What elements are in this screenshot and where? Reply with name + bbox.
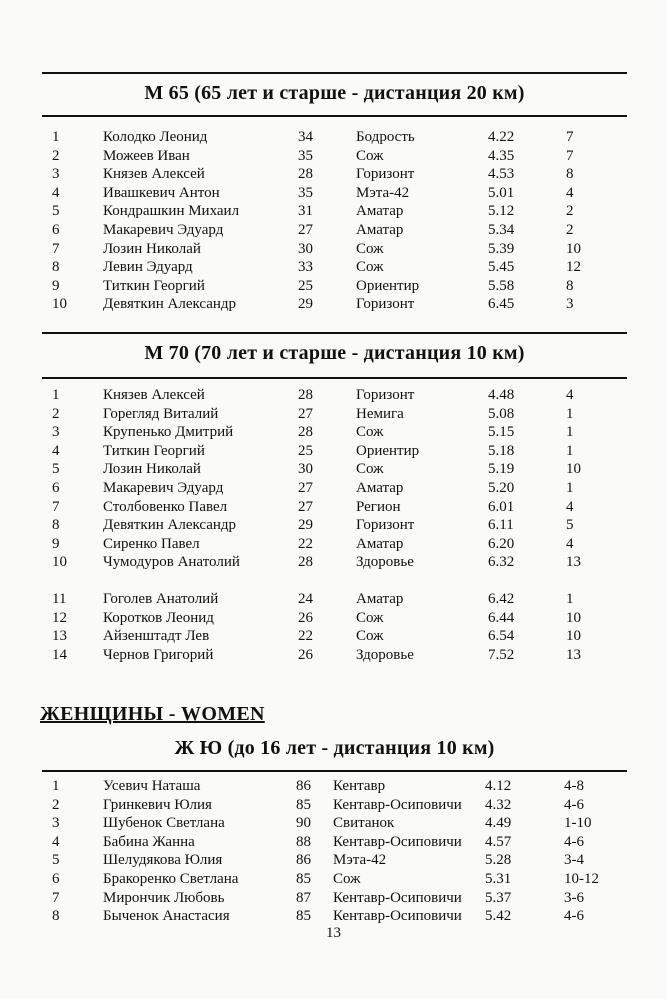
club-name: Свитанок bbox=[333, 815, 395, 832]
table-row bbox=[0, 553, 667, 572]
birth-year: 25 bbox=[298, 277, 313, 294]
athlete-name: Чернов Григорий bbox=[103, 646, 214, 663]
birth-year: 35 bbox=[298, 184, 313, 201]
table-row bbox=[0, 147, 667, 166]
club-name: Здоровье bbox=[356, 554, 414, 571]
table-row bbox=[0, 277, 667, 296]
club-name: Бодрость bbox=[356, 129, 415, 145]
finish-time: 5.19 bbox=[488, 461, 515, 478]
score: 1 bbox=[566, 424, 574, 441]
table-row bbox=[0, 646, 667, 665]
women-heading: ЖЕНЩИНЫ - WOMEN bbox=[40, 703, 265, 725]
athlete-name: Кондрашкин Михаил bbox=[103, 203, 240, 220]
finish-time: 6.20 bbox=[488, 535, 515, 552]
birth-year: 30 bbox=[298, 461, 313, 478]
table-row bbox=[0, 221, 667, 240]
club-name: Кентавр-Осиповичи bbox=[333, 889, 462, 906]
score: 7 bbox=[566, 147, 574, 164]
finish-time: 4.12 bbox=[485, 778, 512, 794]
results-table-wju bbox=[0, 777, 667, 926]
table-row bbox=[0, 258, 667, 277]
score: 1 bbox=[566, 590, 574, 607]
section-title-rule bbox=[42, 770, 627, 772]
finish-time: 5.37 bbox=[485, 889, 512, 906]
place-number: 4 bbox=[52, 833, 60, 850]
score: 4-6 bbox=[564, 833, 584, 850]
place-number: 6 bbox=[52, 221, 60, 238]
table-row bbox=[0, 777, 667, 796]
table-row bbox=[0, 870, 667, 889]
birth-year: 34 bbox=[298, 129, 313, 145]
score: 13 bbox=[566, 646, 581, 663]
finish-time: 5.15 bbox=[488, 424, 515, 441]
table-row bbox=[0, 627, 667, 646]
place-number: 3 bbox=[52, 166, 60, 183]
place-number: 6 bbox=[52, 870, 60, 887]
club-name: Ориентир bbox=[356, 442, 420, 459]
place-number: 3 bbox=[52, 424, 60, 441]
athlete-name: Лозин Николай bbox=[103, 240, 201, 257]
club-name: Кентавр-Осиповичи bbox=[333, 833, 462, 850]
athlete-name: Мирончик Любовь bbox=[103, 889, 225, 906]
place-number: 1 bbox=[52, 129, 60, 145]
club-name: Кентавр-Осиповичи bbox=[333, 796, 462, 813]
birth-year: 30 bbox=[298, 240, 313, 257]
place-number: 8 bbox=[52, 517, 60, 534]
club-name: Кентавр-Осиповичи bbox=[333, 908, 462, 925]
birth-year: 24 bbox=[298, 590, 313, 607]
finish-time: 5.39 bbox=[488, 240, 515, 257]
birth-year: 31 bbox=[298, 203, 313, 220]
table-row bbox=[0, 202, 667, 221]
athlete-name: Ивашкевич Антон bbox=[103, 184, 220, 201]
birth-year: 85 bbox=[296, 796, 311, 813]
birth-year: 90 bbox=[296, 815, 311, 832]
section-top-rule bbox=[42, 332, 627, 334]
place-number: 6 bbox=[52, 479, 60, 496]
table-row bbox=[0, 814, 667, 833]
place-number: 1 bbox=[52, 778, 60, 794]
score: 13 bbox=[566, 554, 581, 571]
athlete-name: Макаревич Эдуард bbox=[103, 221, 224, 238]
athlete-name: Бракоренко Светлана bbox=[103, 870, 239, 887]
score: 4-8 bbox=[564, 778, 584, 794]
birth-year: 27 bbox=[298, 405, 313, 422]
finish-time: 4.57 bbox=[485, 833, 512, 850]
page-number: 13 bbox=[326, 925, 341, 941]
table-row bbox=[0, 240, 667, 259]
athlete-name: Можеев Иван bbox=[103, 147, 190, 164]
score: 5 bbox=[566, 517, 574, 534]
athlete-name: Гринкевич Юлия bbox=[103, 796, 212, 813]
club-name: Аматар bbox=[356, 221, 404, 238]
table-row bbox=[0, 165, 667, 184]
score: 2 bbox=[566, 221, 574, 238]
table-row bbox=[0, 405, 667, 424]
birth-year: 29 bbox=[298, 517, 313, 534]
score: 4-6 bbox=[564, 796, 584, 813]
place-number: 9 bbox=[52, 535, 60, 552]
birth-year: 87 bbox=[296, 889, 311, 906]
club-name: Немига bbox=[356, 405, 404, 422]
score: 10 bbox=[566, 609, 581, 626]
score: 8 bbox=[566, 166, 574, 183]
table-row bbox=[0, 442, 667, 461]
finish-time: 6.42 bbox=[488, 590, 515, 607]
birth-year: 28 bbox=[298, 166, 313, 183]
athlete-name: Макаревич Эдуард bbox=[103, 479, 224, 496]
place-number: 1 bbox=[52, 387, 60, 403]
section-title-rule bbox=[42, 115, 627, 117]
place-number: 11 bbox=[52, 590, 67, 607]
club-name: Горизонт bbox=[356, 296, 415, 313]
birth-year: 88 bbox=[296, 833, 311, 850]
birth-year: 27 bbox=[298, 479, 313, 496]
finish-time: 5.42 bbox=[485, 908, 512, 925]
table-row bbox=[0, 590, 667, 609]
athlete-name: Титкин Георгий bbox=[103, 277, 205, 294]
table-row bbox=[0, 479, 667, 498]
club-name: Аматар bbox=[356, 479, 404, 496]
place-number: 4 bbox=[52, 442, 60, 459]
table-row bbox=[0, 498, 667, 517]
finish-time: 4.48 bbox=[488, 387, 515, 403]
place-number: 12 bbox=[52, 609, 67, 626]
club-name: Сож bbox=[356, 609, 384, 626]
place-number: 7 bbox=[52, 889, 60, 906]
table-row bbox=[0, 609, 667, 628]
club-name: Сож bbox=[356, 424, 384, 441]
place-number: 13 bbox=[52, 628, 67, 645]
table-row bbox=[0, 889, 667, 908]
club-name: Сож bbox=[356, 461, 384, 478]
birth-year: 33 bbox=[298, 259, 313, 276]
place-number: 5 bbox=[52, 461, 60, 478]
club-name: Ориентир bbox=[356, 277, 420, 294]
table-row bbox=[0, 535, 667, 554]
birth-year: 85 bbox=[296, 870, 311, 887]
section-top-rule bbox=[42, 72, 627, 74]
score: 4 bbox=[566, 184, 574, 201]
finish-time: 4.22 bbox=[488, 129, 515, 145]
section-title-m70: М 70 (70 лет и старше - дистанция 10 км) bbox=[144, 342, 525, 364]
results-table-m70 bbox=[0, 386, 667, 664]
finish-time: 6.32 bbox=[488, 554, 515, 571]
club-name: Горизонт bbox=[356, 387, 415, 403]
section-title-wju: Ж Ю (до 16 лет - дистанция 10 км) bbox=[174, 737, 495, 759]
score: 4 bbox=[566, 535, 574, 552]
club-name: Кентавр bbox=[333, 778, 386, 794]
finish-time: 6.11 bbox=[488, 517, 514, 534]
athlete-name: Чумодуров Анатолий bbox=[103, 554, 240, 571]
place-number: 9 bbox=[52, 277, 60, 294]
finish-time: 6.44 bbox=[488, 609, 515, 626]
birth-year: 22 bbox=[298, 628, 313, 645]
finish-time: 5.34 bbox=[488, 221, 515, 238]
score: 1 bbox=[566, 405, 574, 422]
athlete-name: Бабина Жанна bbox=[103, 833, 195, 850]
score: 3-6 bbox=[564, 889, 584, 906]
club-name: Мэта-42 bbox=[356, 184, 410, 201]
place-number: 4 bbox=[52, 184, 60, 201]
place-number: 5 bbox=[52, 203, 60, 220]
athlete-name: Лозин Николай bbox=[103, 461, 201, 478]
birth-year: 86 bbox=[296, 852, 311, 869]
score: 10 bbox=[566, 628, 581, 645]
club-name: Аматар bbox=[356, 535, 404, 552]
place-number: 8 bbox=[52, 259, 60, 276]
athlete-name: Коротков Леонид bbox=[103, 609, 214, 626]
place-number: 7 bbox=[52, 240, 60, 257]
finish-time: 4.49 bbox=[485, 815, 512, 832]
club-name: Сож bbox=[356, 259, 384, 276]
table-row bbox=[0, 184, 667, 203]
score: 12 bbox=[566, 259, 581, 276]
club-name: Горизонт bbox=[356, 166, 415, 183]
table-row bbox=[0, 851, 667, 870]
birth-year: 28 bbox=[298, 387, 313, 403]
birth-year: 28 bbox=[298, 554, 313, 571]
club-name: Аматар bbox=[356, 590, 404, 607]
finish-time: 5.20 bbox=[488, 479, 515, 496]
club-name: Мэта-42 bbox=[333, 852, 387, 869]
table-row bbox=[0, 423, 667, 442]
finish-time: 6.54 bbox=[488, 628, 515, 645]
finish-time: 7.52 bbox=[488, 646, 515, 663]
finish-time: 5.01 bbox=[488, 184, 515, 201]
club-name: Здоровье bbox=[356, 646, 414, 663]
birth-year: 86 bbox=[296, 778, 311, 794]
birth-year: 26 bbox=[298, 646, 313, 663]
score: 4 bbox=[566, 498, 574, 515]
finish-time: 5.45 bbox=[488, 259, 515, 276]
table-row bbox=[0, 460, 667, 479]
place-number: 7 bbox=[52, 498, 60, 515]
birth-year: 85 bbox=[296, 908, 311, 925]
place-number: 8 bbox=[52, 908, 60, 925]
place-number: 2 bbox=[52, 796, 60, 813]
place-number: 5 bbox=[52, 852, 60, 869]
score: 2 bbox=[566, 203, 574, 220]
athlete-name: Гоголев Анатолий bbox=[103, 590, 219, 607]
athlete-name: Шелудякова Юлия bbox=[103, 852, 223, 869]
athlete-name: Горегляд Виталий bbox=[103, 405, 219, 422]
place-number: 10 bbox=[52, 296, 67, 313]
athlete-name: Князев Алексей bbox=[103, 387, 205, 403]
athlete-name: Девяткин Александр bbox=[103, 517, 237, 534]
score: 4-6 bbox=[564, 908, 584, 925]
club-name: Регион bbox=[356, 498, 401, 515]
finish-time: 5.58 bbox=[488, 277, 515, 294]
score: 1 bbox=[566, 442, 574, 459]
place-number: 10 bbox=[52, 554, 67, 571]
score: 1-10 bbox=[564, 815, 592, 832]
birth-year: 35 bbox=[298, 147, 313, 164]
athlete-name: Крупенько Дмитрий bbox=[103, 424, 234, 441]
finish-time: 5.18 bbox=[488, 442, 515, 459]
athlete-name: Девяткин Александр bbox=[103, 296, 237, 313]
score: 10-12 bbox=[564, 870, 599, 887]
club-name: Сож bbox=[356, 628, 384, 645]
table-row bbox=[0, 295, 667, 314]
birth-year: 22 bbox=[298, 535, 313, 552]
table-row bbox=[0, 796, 667, 815]
finish-time: 5.31 bbox=[485, 870, 512, 887]
table-row bbox=[0, 907, 667, 926]
athlete-name: Князев Алексей bbox=[103, 166, 205, 183]
table-row bbox=[0, 128, 667, 147]
finish-time: 5.28 bbox=[485, 852, 512, 869]
place-number: 2 bbox=[52, 147, 60, 164]
club-name: Аматар bbox=[356, 203, 404, 220]
club-name: Сож bbox=[356, 240, 384, 257]
score: 3-4 bbox=[564, 852, 584, 869]
club-name: Сож bbox=[333, 870, 361, 887]
score: 10 bbox=[566, 240, 581, 257]
finish-time: 5.12 bbox=[488, 203, 515, 220]
athlete-name: Шубенок Светлана bbox=[103, 815, 225, 832]
table-row bbox=[0, 516, 667, 535]
results-table-m65 bbox=[0, 128, 667, 314]
birth-year: 27 bbox=[298, 498, 313, 515]
score: 1 bbox=[566, 479, 574, 496]
score: 8 bbox=[566, 277, 574, 294]
athlete-name: Усевич Наташа bbox=[103, 778, 201, 794]
club-name: Горизонт bbox=[356, 517, 415, 534]
birth-year: 28 bbox=[298, 424, 313, 441]
athlete-name: Столбовенко Павел bbox=[103, 498, 228, 515]
athlete-name: Колодко Леонид bbox=[103, 129, 208, 145]
table-row bbox=[0, 833, 667, 852]
athlete-name: Титкин Георгий bbox=[103, 442, 205, 459]
athlete-name: Сиренко Павел bbox=[103, 535, 200, 552]
score: 4 bbox=[566, 387, 574, 403]
table-row bbox=[0, 386, 667, 405]
athlete-name: Айзенштадт Лев bbox=[103, 628, 210, 645]
athlete-name: Быченок Анастасия bbox=[103, 908, 230, 925]
finish-time: 6.45 bbox=[488, 296, 515, 313]
place-number: 2 bbox=[52, 405, 60, 422]
place-number: 14 bbox=[52, 646, 67, 663]
section-title-m65: М 65 (65 лет и старше - дистанция 20 км) bbox=[144, 82, 525, 104]
finish-time: 4.35 bbox=[488, 147, 515, 164]
place-number: 3 bbox=[52, 815, 60, 832]
section-title-rule bbox=[42, 377, 627, 379]
score: 7 bbox=[566, 129, 574, 145]
birth-year: 26 bbox=[298, 609, 313, 626]
finish-time: 6.01 bbox=[488, 498, 515, 515]
club-name: Сож bbox=[356, 147, 384, 164]
finish-time: 4.53 bbox=[488, 166, 515, 183]
finish-time: 5.08 bbox=[488, 405, 515, 422]
score: 3 bbox=[566, 296, 574, 313]
athlete-name: Левин Эдуард bbox=[103, 259, 193, 276]
birth-year: 29 bbox=[298, 296, 313, 313]
birth-year: 25 bbox=[298, 442, 313, 459]
score: 10 bbox=[566, 461, 581, 478]
birth-year: 27 bbox=[298, 221, 313, 238]
finish-time: 4.32 bbox=[485, 796, 512, 813]
